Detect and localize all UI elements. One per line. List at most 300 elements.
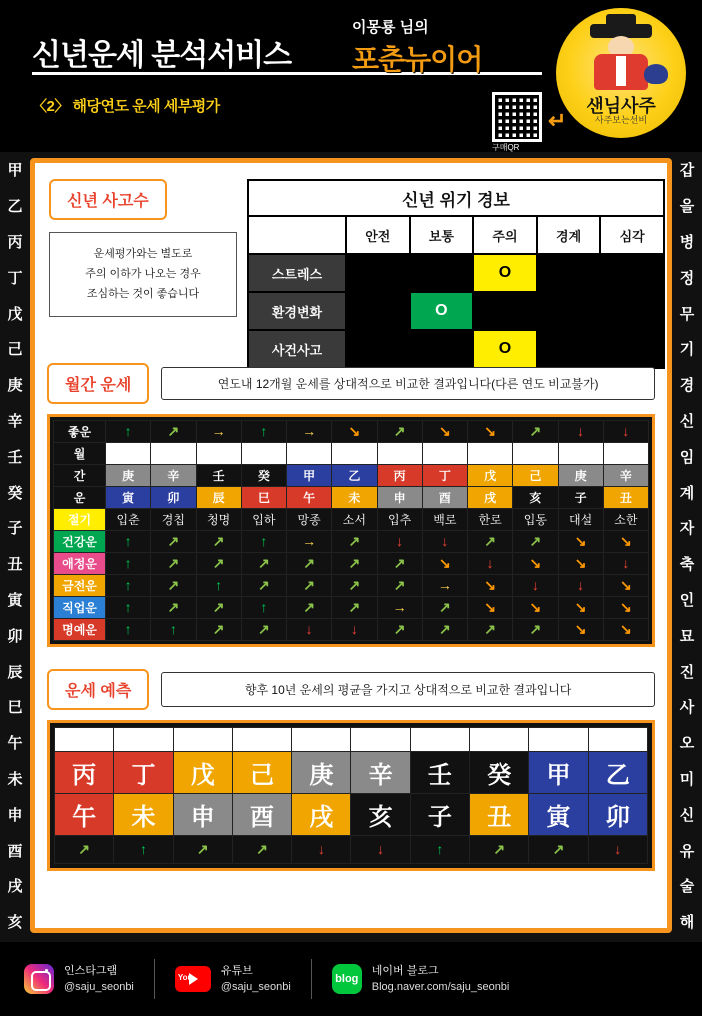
monthly-row-label: 운 xyxy=(54,487,106,509)
monthly-jeolgi-cell: 백로 xyxy=(422,509,467,531)
monthly-month-cell: 7월 xyxy=(332,443,377,465)
forecast-year-cell: 2029년 xyxy=(232,728,291,752)
monthly-category-arrow: ↗ xyxy=(196,553,241,575)
monthly-ji-cell: 亥 xyxy=(513,487,558,509)
forecast-header xyxy=(47,669,655,710)
accident-title: 신년 사고수 xyxy=(49,179,167,220)
monthly-category-arrow: ↗ xyxy=(287,575,332,597)
warning-cell xyxy=(600,254,664,292)
monthly-row-label: 간 xyxy=(54,465,106,487)
page-title: 신년운세 분석서비스 xyxy=(32,39,292,72)
monthly-category-row xyxy=(54,597,649,619)
instagram-icon xyxy=(24,964,54,994)
youtube-badge: You xyxy=(177,973,193,982)
purchase-qr-code[interactable] xyxy=(492,92,542,142)
right-rail-cell: 인 xyxy=(679,591,695,609)
monthly-category-arrow: ↑ xyxy=(106,619,151,641)
right-rail-cell: 미 xyxy=(679,770,695,788)
monthly-category-arrow: ↑ xyxy=(106,597,151,619)
warning-column-header: 안전 xyxy=(346,216,410,254)
monthly-month-cell: 2월 xyxy=(106,443,151,465)
right-rail xyxy=(672,152,702,942)
monthly-jeolgi-cell: 한로 xyxy=(468,509,513,531)
monthly-category-arrow: ↗ xyxy=(422,619,467,641)
forecast-gan-cell: 壬 xyxy=(410,752,469,794)
forecast-ji-cell: 卯 xyxy=(588,794,647,836)
monthly-category-arrow: ↓ xyxy=(468,553,513,575)
warning-cell xyxy=(346,292,410,330)
forecast-year-cell: 2031년 xyxy=(351,728,410,752)
forecast-ji-cell: 申 xyxy=(173,794,232,836)
monthly-table xyxy=(53,420,649,641)
monthly-trend-arrow: ↓ xyxy=(603,421,648,443)
forecast-arrow-cell: ↑ xyxy=(114,836,173,864)
footer xyxy=(0,942,702,1016)
monthly-category-arrow: ↗ xyxy=(332,597,377,619)
monthly-ji-cell: 午 xyxy=(287,487,332,509)
robe-icon xyxy=(594,54,648,90)
forecast-arrow-cell: ↗ xyxy=(55,836,114,864)
monthly-gan-cell: 甲 xyxy=(287,465,332,487)
logo-tagline: 사주보는선비 xyxy=(594,115,648,125)
monthly-trend-arrow: ↘ xyxy=(468,421,513,443)
monthly-month-cell: 5월 xyxy=(241,443,286,465)
monthly-category-arrow: ↑ xyxy=(241,597,286,619)
accident-section xyxy=(47,173,655,363)
monthly-category-arrow: ↗ xyxy=(422,597,467,619)
monthly-category-arrow: ↑ xyxy=(106,553,151,575)
cat-icon xyxy=(644,64,668,84)
monthly-category-arrow: ↗ xyxy=(513,531,558,553)
monthly-category-arrow: ↗ xyxy=(196,531,241,553)
warning-column-header: 경계 xyxy=(537,216,601,254)
monthly-category-arrow: ↘ xyxy=(603,597,648,619)
forecast-arrow-cell: ↓ xyxy=(588,836,647,864)
monthly-ji-cell: 申 xyxy=(377,487,422,509)
monthly-trend-arrow: → xyxy=(196,421,241,443)
forecast-gan-row xyxy=(55,752,648,794)
right-rail-cell: 오 xyxy=(679,735,695,753)
monthly-category-arrow: ↗ xyxy=(151,553,196,575)
monthly-category-arrow: ↗ xyxy=(196,597,241,619)
logo-name: 샌님사주 xyxy=(586,96,656,116)
monthly-category-label: 금전운 xyxy=(54,575,106,597)
qr-label: 구매QR xyxy=(492,143,520,152)
monthly-trend-arrow: ↑ xyxy=(241,421,286,443)
right-rail-cell: 정 xyxy=(679,269,695,287)
forecast-arrow-cell: ↗ xyxy=(529,836,588,864)
monthly-category-label: 건강운 xyxy=(54,531,106,553)
footer-instagram[interactable] xyxy=(24,963,134,996)
left-rail-cell: 戊 xyxy=(7,305,23,323)
accident-note-line: 조심하는 것이 좋습니다 xyxy=(86,287,200,300)
forecast-gan-cell: 丁 xyxy=(114,752,173,794)
forecast-arrow-cell: ↓ xyxy=(292,836,351,864)
right-rail-cell: 임 xyxy=(679,448,695,466)
accident-right xyxy=(247,179,665,369)
blog-label: 네이버 블로그 xyxy=(371,964,439,977)
warning-row xyxy=(248,292,664,330)
monthly-category-row xyxy=(54,531,649,553)
monthly-category-arrow: ↑ xyxy=(106,531,151,553)
monthly-ji-cell: 未 xyxy=(332,487,377,509)
right-rail-cell: 경 xyxy=(679,377,695,395)
warning-corner xyxy=(248,216,346,254)
monthly-jeolgi-cell: 청명 xyxy=(196,509,241,531)
youtube-label: 유튜브 xyxy=(220,964,253,977)
forecast-ji-cell: 酉 xyxy=(232,794,291,836)
warning-row-label: 환경변화 xyxy=(248,292,346,330)
monthly-category-label: 명예운 xyxy=(54,619,106,641)
forecast-arrow-cell: ↑ xyxy=(410,836,469,864)
monthly-category-arrow: ↗ xyxy=(241,619,286,641)
monthly-category-arrow: ↑ xyxy=(241,531,286,553)
header xyxy=(0,0,702,152)
forecast-year-cell: 2032년 xyxy=(410,728,469,752)
monthly-category-arrow: ↓ xyxy=(603,553,648,575)
monthly-category-arrow: ↗ xyxy=(332,553,377,575)
warning-cell xyxy=(537,292,601,330)
monthly-category-arrow: ↓ xyxy=(332,619,377,641)
forecast-arrow-cell: ↓ xyxy=(351,836,410,864)
forecast-gan-cell: 丙 xyxy=(55,752,114,794)
monthly-jeolgi-cell: 소한 xyxy=(603,509,648,531)
forecast-year-cell: 2026년 xyxy=(55,728,114,752)
monthly-trend-row xyxy=(54,421,649,443)
monthly-jeolgi-row xyxy=(54,509,649,531)
monthly-category-arrow: → xyxy=(287,531,332,553)
monthly-category-arrow: ↑ xyxy=(196,575,241,597)
right-rail-cell: 유 xyxy=(679,842,695,860)
left-rail-cell: 辛 xyxy=(7,412,23,430)
instagram-handle: @saju_seonbi xyxy=(64,981,134,993)
right-rail-cell: 계 xyxy=(679,484,695,502)
forecast-year-row xyxy=(55,728,648,752)
monthly-category-arrow: ↗ xyxy=(377,619,422,641)
warning-cell xyxy=(346,254,410,292)
monthly-category-row xyxy=(54,619,649,641)
warning-table-title: 신년 위기 경보 xyxy=(248,180,664,216)
monthly-trend-arrow: ↑ xyxy=(106,421,151,443)
monthly-category-arrow: ↓ xyxy=(558,575,603,597)
forecast-gan-cell: 辛 xyxy=(351,752,410,794)
warning-row-label: 스트레스 xyxy=(248,254,346,292)
monthly-month-cell: 8월 xyxy=(377,443,422,465)
left-rail-cell: 午 xyxy=(7,735,23,753)
page-subtitle: 〈2〉 해당연도 운세 세부평가 xyxy=(32,98,220,115)
accident-note xyxy=(49,232,237,317)
warning-cell xyxy=(600,292,664,330)
forecast-year-cell: 2035년 xyxy=(588,728,647,752)
monthly-category-arrow: ↗ xyxy=(287,597,332,619)
monthly-trend-arrow: ↗ xyxy=(377,421,422,443)
monthly-category-arrow: ↘ xyxy=(603,531,648,553)
left-rail-cell: 乙 xyxy=(7,198,23,216)
monthly-category-arrow: ↘ xyxy=(558,597,603,619)
monthly-gan-cell: 丙 xyxy=(377,465,422,487)
monthly-section xyxy=(47,363,655,663)
forecast-year-cell: 2028년 xyxy=(173,728,232,752)
monthly-category-arrow: ↗ xyxy=(151,575,196,597)
left-rail xyxy=(0,152,30,942)
right-rail-cell: 신 xyxy=(679,412,695,430)
monthly-category-arrow: ↘ xyxy=(422,553,467,575)
monthly-month-row xyxy=(54,443,649,465)
monthly-category-arrow: ↓ xyxy=(513,575,558,597)
forecast-table xyxy=(54,727,648,864)
monthly-category-arrow: ↗ xyxy=(151,597,196,619)
monthly-month-cell: 6월 xyxy=(287,443,332,465)
footer-blog[interactable] xyxy=(332,963,510,996)
monthly-gan-cell: 辛 xyxy=(151,465,196,487)
monthly-gan-row xyxy=(54,465,649,487)
right-rail-cell: 진 xyxy=(679,663,695,681)
monthly-category-arrow: ↘ xyxy=(603,575,648,597)
left-rail-cell: 丙 xyxy=(7,233,23,251)
monthly-category-arrow: ↘ xyxy=(513,553,558,575)
forecast-gan-cell: 戊 xyxy=(173,752,232,794)
warning-column-header: 심각 xyxy=(600,216,664,254)
monthly-month-cell: 10월 xyxy=(468,443,513,465)
monthly-category-arrow: ↑ xyxy=(151,619,196,641)
right-rail-cell: 해 xyxy=(679,914,695,932)
monthly-month-cell: 12월 xyxy=(558,443,603,465)
monthly-category-arrow: ↗ xyxy=(468,619,513,641)
monthly-category-arrow: ↗ xyxy=(377,553,422,575)
forecast-arrow-cell: ↗ xyxy=(232,836,291,864)
monthly-month-cell: 3월 xyxy=(151,443,196,465)
accident-note-line: 주의 이하가 나오는 경우 xyxy=(85,267,201,280)
warning-cell: O xyxy=(410,292,474,330)
forecast-ji-cell: 未 xyxy=(114,794,173,836)
right-rail-cell: 갑 xyxy=(679,162,695,180)
monthly-gan-cell: 己 xyxy=(513,465,558,487)
monthly-trend-arrow: ↘ xyxy=(332,421,377,443)
monthly-gan-cell: 丁 xyxy=(422,465,467,487)
monthly-jeolgi-cell: 입춘 xyxy=(106,509,151,531)
warning-row xyxy=(248,254,664,292)
brand-name: 포춘뉴이어 xyxy=(352,44,483,75)
monthly-title: 월간 운세 xyxy=(47,363,149,404)
forecast-gan-cell: 己 xyxy=(232,752,291,794)
monthly-category-arrow: ↗ xyxy=(513,619,558,641)
monthly-category-arrow: ↘ xyxy=(558,531,603,553)
accident-left xyxy=(49,179,237,317)
monthly-category-arrow: ↓ xyxy=(377,531,422,553)
footer-divider-2 xyxy=(311,959,312,999)
arrow-icon: ↵ xyxy=(548,108,567,133)
monthly-ji-row xyxy=(54,487,649,509)
monthly-category-arrow: ↗ xyxy=(196,619,241,641)
monthly-category-label: 애정운 xyxy=(54,553,106,575)
forecast-year-cell: 2027년 xyxy=(114,728,173,752)
warning-row-label: 사건사고 xyxy=(248,330,346,368)
left-rail-cell: 壬 xyxy=(7,448,23,466)
left-rail-cell: 辰 xyxy=(7,663,23,681)
monthly-ji-cell: 戌 xyxy=(468,487,513,509)
monthly-category-arrow: ↗ xyxy=(241,553,286,575)
monthly-jeolgi-cell: 대설 xyxy=(558,509,603,531)
monthly-gan-cell: 戊 xyxy=(468,465,513,487)
monthly-category-arrow: ↘ xyxy=(468,597,513,619)
footer-divider-1 xyxy=(154,959,155,999)
monthly-jeolgi-cell: 소서 xyxy=(332,509,377,531)
monthly-trend-arrow: ↗ xyxy=(151,421,196,443)
monthly-category-arrow: ↘ xyxy=(558,619,603,641)
monthly-jeolgi-cell: 입동 xyxy=(513,509,558,531)
forecast-ji-cell: 子 xyxy=(410,794,469,836)
monthly-ji-cell: 丑 xyxy=(603,487,648,509)
monthly-ji-cell: 卯 xyxy=(151,487,196,509)
forecast-ji-cell: 亥 xyxy=(351,794,410,836)
monthly-category-arrow: ↗ xyxy=(332,575,377,597)
monthly-category-arrow: ↗ xyxy=(377,575,422,597)
monthly-trend-label: 좋운 xyxy=(54,421,106,443)
monthly-trend-arrow: → xyxy=(287,421,332,443)
monthly-gan-cell: 庚 xyxy=(106,465,151,487)
qr-icon xyxy=(495,95,539,139)
forecast-gan-cell: 甲 xyxy=(529,752,588,794)
forecast-desc: 향후 10년 운세의 평균을 가지고 상대적으로 비교한 결과입니다 xyxy=(161,672,655,707)
right-rail-cell: 신 xyxy=(679,806,695,824)
right-rail-cell: 병 xyxy=(679,233,695,251)
right-rail-cell: 사 xyxy=(679,699,695,717)
left-rail-cell: 未 xyxy=(7,770,23,788)
monthly-trend-arrow: ↓ xyxy=(558,421,603,443)
monthly-row-label: 월 xyxy=(54,443,106,465)
monthly-jeolgi-cell: 입하 xyxy=(241,509,286,531)
monthly-ji-cell: 酉 xyxy=(422,487,467,509)
right-rail-cell: 축 xyxy=(679,556,695,574)
monthly-category-arrow: ↘ xyxy=(468,575,513,597)
customer-name: 이몽룡 님의 xyxy=(352,19,429,36)
body xyxy=(0,152,702,942)
monthly-category-arrow: ↓ xyxy=(287,619,332,641)
left-rail-cell: 己 xyxy=(7,341,23,359)
forecast-title: 운세 예측 xyxy=(47,669,149,710)
right-rail-cell: 자 xyxy=(679,520,695,538)
forecast-ji-cell: 丑 xyxy=(470,794,529,836)
instagram-label: 인스타그램 xyxy=(64,964,118,977)
monthly-trend-arrow: ↘ xyxy=(422,421,467,443)
right-rail-cell: 을 xyxy=(679,198,695,216)
forecast-gan-cell: 乙 xyxy=(588,752,647,794)
forecast-arrow-cell: ↗ xyxy=(470,836,529,864)
forecast-ji-cell: 午 xyxy=(55,794,114,836)
warning-cell xyxy=(537,254,601,292)
monthly-category-row xyxy=(54,553,649,575)
monthly-category-arrow: ↗ xyxy=(468,531,513,553)
forecast-year-cell: 2033년 xyxy=(470,728,529,752)
right-rail-cell: 무 xyxy=(679,305,695,323)
forecast-gan-cell: 庚 xyxy=(292,752,351,794)
monthly-jeolgi-cell: 경칩 xyxy=(151,509,196,531)
monthly-category-arrow: ↓ xyxy=(422,531,467,553)
monthly-ji-cell: 子 xyxy=(558,487,603,509)
monthly-trend-arrow: ↗ xyxy=(513,421,558,443)
forecast-ji-cell: 寅 xyxy=(529,794,588,836)
brand-logo xyxy=(556,8,686,138)
warning-column-header: 주의 xyxy=(473,216,537,254)
monthly-category-arrow: ↘ xyxy=(513,597,558,619)
monthly-jeolgi-cell: 입추 xyxy=(377,509,422,531)
left-rail-cell: 卯 xyxy=(7,627,23,645)
forecast-year-cell: 2034년 xyxy=(529,728,588,752)
monthly-category-arrow: ↗ xyxy=(151,531,196,553)
monthly-gan-cell: 癸 xyxy=(241,465,286,487)
monthly-gan-cell: 辛 xyxy=(603,465,648,487)
monthly-category-label: 직업운 xyxy=(54,597,106,619)
monthly-category-arrow: ↘ xyxy=(603,619,648,641)
forecast-year-cell: 2030년 xyxy=(292,728,351,752)
right-rail-cell: 술 xyxy=(679,878,695,896)
warning-cell: O xyxy=(473,330,537,368)
monthly-jeolgi-cell: 망종 xyxy=(287,509,332,531)
monthly-month-cell: 4월 xyxy=(196,443,241,465)
monthly-ji-cell: 寅 xyxy=(106,487,151,509)
left-rail-cell: 癸 xyxy=(7,484,23,502)
warning-cell: O xyxy=(473,254,537,292)
forecast-arrow-cell: ↗ xyxy=(173,836,232,864)
forecast-ji-row xyxy=(55,794,648,836)
blog-icon: blog xyxy=(332,964,362,994)
left-rail-cell: 丁 xyxy=(7,269,23,287)
youtube-icon xyxy=(175,966,211,992)
left-rail-cell: 戌 xyxy=(7,878,23,896)
monthly-desc: 연도내 12개월 운세를 상대적으로 비교한 결과입니다(다른 연도 비교불가) xyxy=(161,367,655,400)
warning-cell xyxy=(473,292,537,330)
left-rail-cell: 寅 xyxy=(7,591,23,609)
monthly-category-row xyxy=(54,575,649,597)
monthly-grid xyxy=(47,414,655,647)
youtube-handle: @saju_seonbi xyxy=(220,981,291,993)
left-rail-cell: 甲 xyxy=(7,162,23,180)
monthly-ji-cell: 辰 xyxy=(196,487,241,509)
warning-cell xyxy=(410,254,474,292)
forecast-section xyxy=(47,669,655,859)
monthly-month-cell: 11월 xyxy=(513,443,558,465)
left-rail-cell: 申 xyxy=(7,806,23,824)
monthly-gan-cell: 壬 xyxy=(196,465,241,487)
monthly-category-arrow: → xyxy=(377,597,422,619)
monthly-category-arrow: ↗ xyxy=(287,553,332,575)
left-rail-cell: 丑 xyxy=(7,556,23,574)
monthly-category-arrow: → xyxy=(422,575,467,597)
forecast-ji-cell: 戌 xyxy=(292,794,351,836)
right-rail-cell: 묘 xyxy=(679,627,695,645)
forecast-arrow-row xyxy=(55,836,648,864)
monthly-month-cell: 1월 xyxy=(603,443,648,465)
monthly-category-arrow: ↗ xyxy=(332,531,377,553)
monthly-gan-cell: 乙 xyxy=(332,465,377,487)
warning-column-header: 보통 xyxy=(410,216,474,254)
content-frame xyxy=(30,158,672,933)
left-rail-cell: 庚 xyxy=(7,377,23,395)
footer-youtube[interactable] xyxy=(175,963,291,996)
monthly-category-arrow: ↘ xyxy=(558,553,603,575)
accident-note-line: 운세평가와는 별도로 xyxy=(93,248,193,260)
monthly-jeolgi-label: 절기 xyxy=(54,509,106,531)
warning-table xyxy=(247,179,665,369)
blog-url: Blog.naver.com/saju_seonbi xyxy=(371,981,510,993)
forecast-gan-cell: 癸 xyxy=(470,752,529,794)
left-rail-cell: 亥 xyxy=(7,914,23,932)
monthly-category-arrow: ↗ xyxy=(241,575,286,597)
monthly-ji-cell: 巳 xyxy=(241,487,286,509)
right-rail-cell: 기 xyxy=(679,341,695,359)
monthly-gan-cell: 庚 xyxy=(558,465,603,487)
monthly-month-cell: 9월 xyxy=(422,443,467,465)
